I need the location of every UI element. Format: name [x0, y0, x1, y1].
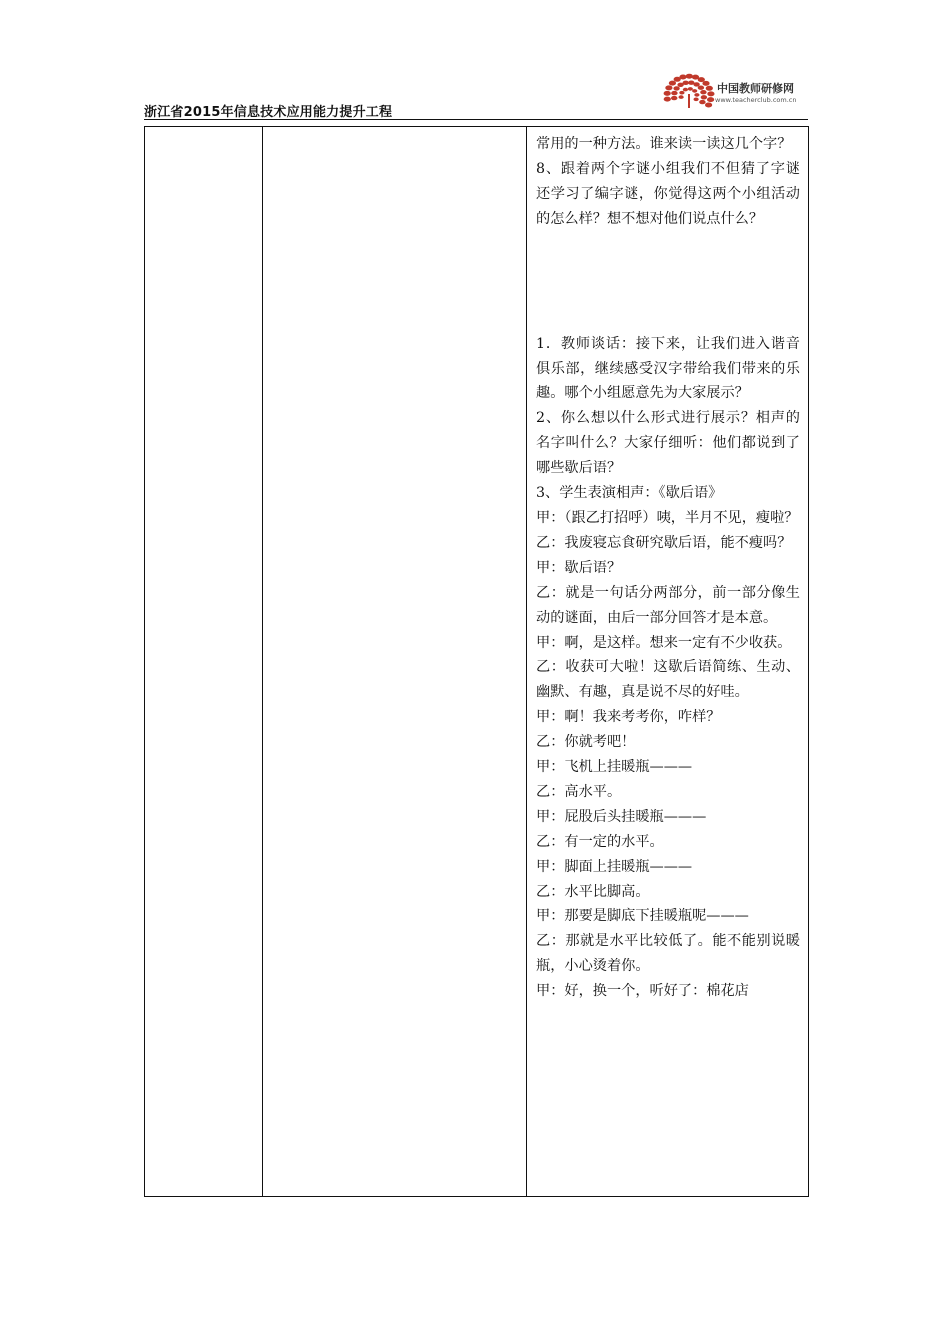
- teacherclub-logo: [659, 66, 809, 114]
- logo-dot: [701, 95, 707, 99]
- paragraph: 1．教师谈话：接下来，让我们进入谐音俱乐部，继续感受汉字带给我们带来的乐趣。哪个小组愿意先为大家展示？: [536, 335, 800, 402]
- lesson-plan-table: [144, 126, 809, 1197]
- cell-content: [527, 127, 808, 1004]
- dialogue-line: 乙：收获可大啦！这歇后语简练、生动、幽默、有趣，真是说不尽的好哇。: [536, 659, 800, 701]
- logo-dot: [679, 75, 686, 80]
- dialogue-line: 甲：那要是脚底下挂暖瓶呢———: [536, 908, 749, 925]
- dialogue-line: 甲：啊，是这样。想来一定有不少收获。: [536, 634, 792, 651]
- logo-dot: [669, 81, 676, 86]
- dialogue-line: 甲：（跟乙打招呼）咦，半月不见，瘦啦？: [536, 509, 799, 526]
- logo-dot: [683, 88, 688, 92]
- paragraph: 2、你么想以什么形式进行展示？相声的名字叫什么？大家仔细听：他们都说到了哪些歇后语？: [536, 410, 800, 477]
- dialogue-line: 乙：就是一句话分两部分，前一部分像生动的谜面，由后一部分回答才是本意。: [536, 584, 800, 626]
- logo-stem: [688, 94, 690, 108]
- dialogue-line: 乙：高水平。: [536, 783, 622, 800]
- logo-dot: [699, 100, 705, 104]
- dialogue-line: 甲：脚面上挂暖瓶———: [536, 858, 693, 875]
- paragraph: 8、跟着两个字谜小组我们不但猜了字谜还学习了编字谜，你觉得这两个小组活动的怎么样？想不想对他们说点什么？: [536, 160, 800, 227]
- logo-dot: [686, 74, 693, 79]
- table-cell-middle: [263, 127, 527, 1197]
- logo-dot: [664, 91, 671, 96]
- dialogue-line: 甲：啊！我来考考你，咋样？: [536, 709, 721, 726]
- logo-dot: [679, 95, 684, 99]
- paragraph: 常用的一种方法。谁来读一读这几个字？: [536, 136, 792, 152]
- logo-text-en: www.teacherclub.com.cn: [715, 96, 797, 104]
- logo-text-cn: 中国教师研修网: [717, 82, 794, 95]
- table-cell-left: [145, 127, 263, 1197]
- logo-dot: [694, 93, 699, 97]
- dialogue-line: 乙：我废寝忘食研究歇后语，能不瘦吗？: [536, 534, 792, 551]
- dialogue-line: 甲：歇后语？: [536, 559, 622, 576]
- logo-dot: [702, 81, 709, 86]
- logo-dot: [688, 87, 693, 91]
- table-row: [145, 127, 809, 1197]
- table-cell-right: [527, 127, 809, 1197]
- logo-dot: [664, 97, 671, 102]
- logo-dot: [700, 90, 706, 94]
- paragraph: 3、学生表演相声：《歇后语》: [536, 485, 723, 502]
- logo-dot: [698, 77, 705, 82]
- dialogue-line: 乙：你就考吧！: [536, 734, 636, 751]
- logo-dot: [683, 81, 689, 85]
- logo-dot: [698, 86, 704, 90]
- header-title: 浙江省2015年信息技术应用能力提升工程: [144, 105, 393, 120]
- logo-dot: [665, 85, 672, 90]
- logo-dot: [671, 91, 677, 95]
- page-header: [144, 66, 808, 122]
- header-divider: [144, 119, 808, 120]
- logo-dot: [705, 103, 712, 108]
- logo-dot: [692, 89, 697, 93]
- logo-dot: [707, 97, 714, 102]
- dialogue-line: 甲：飞机上挂暖瓶———: [536, 759, 693, 776]
- dialogue-line: 乙：有一定的水平。: [536, 833, 664, 850]
- logo-dot: [706, 86, 713, 91]
- logo-dot: [679, 91, 684, 95]
- logo-dot: [693, 82, 699, 86]
- logo-dot: [694, 98, 699, 102]
- logo-flower-icon: [659, 66, 715, 114]
- dialogue-line: 甲：好，换一个，听好了：棉花店: [536, 983, 749, 1000]
- logo-dot: [671, 96, 677, 100]
- blank-space: [536, 232, 800, 332]
- dialogue-line: 乙：那就是水平比较低了。能不能别说暖瓶，小心烫着你。: [536, 933, 800, 975]
- dialogue-line: 乙：水平比脚高。: [536, 883, 650, 900]
- logo-dot: [707, 91, 714, 96]
- logo-dot: [673, 86, 679, 90]
- dialogue-line: 甲：屁股后头挂暖瓶———: [536, 808, 707, 825]
